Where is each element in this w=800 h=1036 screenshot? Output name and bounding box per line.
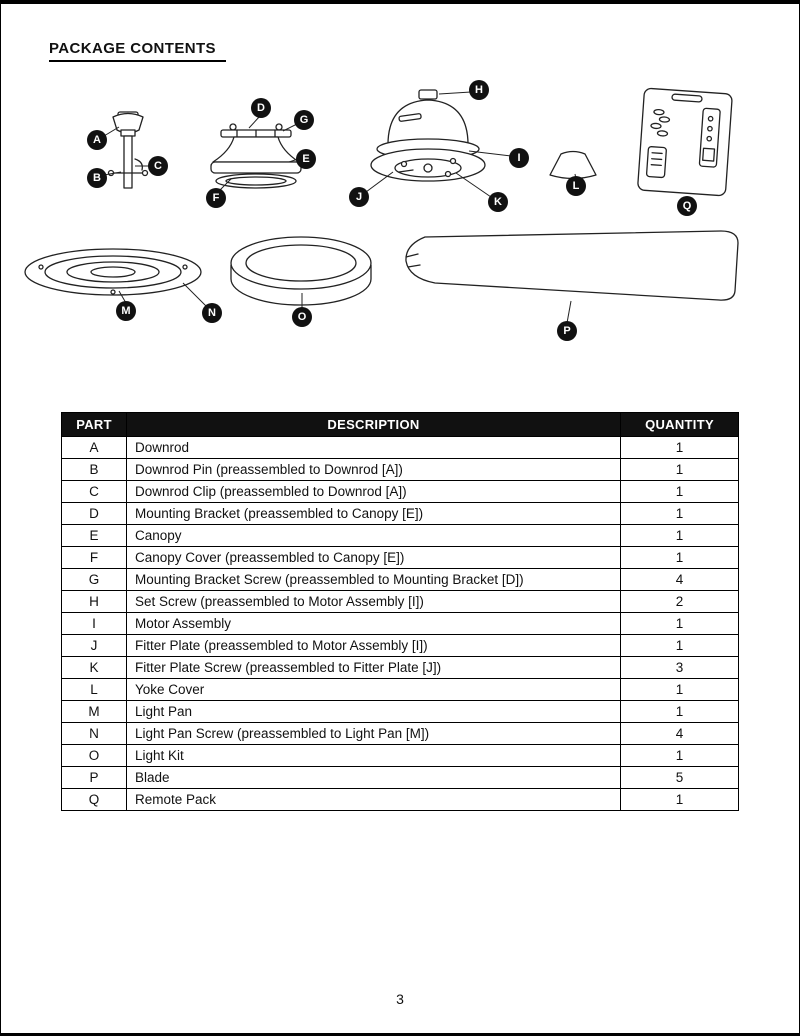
quantity-cell: 1 <box>621 459 739 481</box>
description-cell: Light Pan <box>127 701 621 723</box>
page-number: 3 <box>396 991 404 1007</box>
quantity-cell: 1 <box>621 547 739 569</box>
description-cell: Mounting Bracket Screw (preassembled to Mounting Bracket [D]) <box>127 569 621 591</box>
quantity-cell: 1 <box>621 525 739 547</box>
part-cell: Q <box>62 789 127 811</box>
table-row <box>62 723 739 745</box>
table-row <box>62 613 739 635</box>
description-cell: Downrod <box>127 437 621 459</box>
part-cell: E <box>62 525 127 547</box>
description-cell: Canopy Cover (preassembled to Canopy [E]) <box>127 547 621 569</box>
part-label-D: D <box>251 98 271 118</box>
table-row <box>62 767 739 789</box>
quantity-cell: 1 <box>621 437 739 459</box>
description-cell: Downrod Pin (preassembled to Downrod [A]) <box>127 459 621 481</box>
yoke-cover-illustration <box>550 152 596 179</box>
motor-assembly-illustration <box>371 90 485 181</box>
part-cell: M <box>62 701 127 723</box>
quantity-cell: 1 <box>621 745 739 767</box>
quantity-cell: 4 <box>621 723 739 745</box>
description-cell: Motor Assembly <box>127 613 621 635</box>
part-cell: L <box>62 679 127 701</box>
part-cell: D <box>62 503 127 525</box>
table-row <box>62 679 739 701</box>
part-label-M: M <box>116 301 136 321</box>
part-cell: P <box>62 767 127 789</box>
part-cell: H <box>62 591 127 613</box>
part-label-I: I <box>509 148 529 168</box>
quantity-cell: 1 <box>621 701 739 723</box>
description-cell: Downrod Clip (preassembled to Downrod [A]) <box>127 481 621 503</box>
part-label-L: L <box>566 176 586 196</box>
parts-table <box>61 412 739 811</box>
table-row <box>62 437 739 459</box>
description-cell: Set Screw (preassembled to Motor Assembly [I]) <box>127 591 621 613</box>
quantity-cell: 1 <box>621 503 739 525</box>
part-label-B: B <box>87 168 107 188</box>
table-row <box>62 745 739 767</box>
part-label-G: G <box>294 110 314 130</box>
downrod-illustration <box>109 112 148 188</box>
part-cell: A <box>62 437 127 459</box>
part-cell: N <box>62 723 127 745</box>
description-cell: Yoke Cover <box>127 679 621 701</box>
table-row <box>62 657 739 679</box>
table-row <box>62 701 739 723</box>
table-row <box>62 525 739 547</box>
table-row <box>62 635 739 657</box>
canopy-illustration <box>211 124 301 188</box>
table-row <box>62 459 739 481</box>
light-kit-illustration <box>231 237 371 305</box>
part-cell: I <box>62 613 127 635</box>
quantity-cell: 2 <box>621 591 739 613</box>
table-row <box>62 503 739 525</box>
description-cell: Light Kit <box>127 745 621 767</box>
table-row <box>62 547 739 569</box>
quantity-cell: 1 <box>621 789 739 811</box>
part-label-A: A <box>87 130 107 150</box>
quantity-cell: 1 <box>621 635 739 657</box>
table-row <box>62 481 739 503</box>
part-label-Q: Q <box>677 196 697 216</box>
part-cell: C <box>62 481 127 503</box>
page-title: PACKAGE CONTENTS <box>49 40 226 62</box>
table-row <box>62 789 739 811</box>
diagram <box>1 69 800 369</box>
description-cell: Fitter Plate Screw (preassembled to Fitter Plate [J]) <box>127 657 621 679</box>
remote-pack-illustration <box>637 88 732 196</box>
description-cell: Remote Pack <box>127 789 621 811</box>
part-label-C: C <box>148 156 168 176</box>
part-cell: K <box>62 657 127 679</box>
description-cell: Fitter Plate (preassembled to Motor Assembly [I]) <box>127 635 621 657</box>
part-label-H: H <box>469 80 489 100</box>
part-label-P: P <box>557 321 577 341</box>
blade-illustration <box>406 231 738 300</box>
part-label-O: O <box>292 307 312 327</box>
part-cell: B <box>62 459 127 481</box>
part-label-K: K <box>488 192 508 212</box>
part-label-E: E <box>296 149 316 169</box>
part-cell: F <box>62 547 127 569</box>
part-cell: O <box>62 745 127 767</box>
table-row <box>62 569 739 591</box>
table-row <box>62 591 739 613</box>
quantity-cell: 1 <box>621 481 739 503</box>
quantity-cell: 3 <box>621 657 739 679</box>
description-cell: Mounting Bracket (preassembled to Canopy [E]) <box>127 503 621 525</box>
description-cell: Light Pan Screw (preassembled to Light Pan [M]) <box>127 723 621 745</box>
part-cell: J <box>62 635 127 657</box>
parts-diagram-svg <box>1 69 800 369</box>
header-description: DESCRIPTION <box>127 413 621 437</box>
part-label-J: J <box>349 187 369 207</box>
header-part: PART <box>62 413 127 437</box>
description-cell: Canopy <box>127 525 621 547</box>
quantity-cell: 1 <box>621 613 739 635</box>
quantity-cell: 4 <box>621 569 739 591</box>
header-quantity: QUANTITY <box>621 413 739 437</box>
part-cell: G <box>62 569 127 591</box>
quantity-cell: 5 <box>621 767 739 789</box>
description-cell: Blade <box>127 767 621 789</box>
part-label-N: N <box>202 303 222 323</box>
parts-table-body <box>62 437 739 811</box>
light-pan-illustration <box>25 249 201 295</box>
quantity-cell: 1 <box>621 679 739 701</box>
part-label-F: F <box>206 188 226 208</box>
table-header-row <box>62 413 739 437</box>
